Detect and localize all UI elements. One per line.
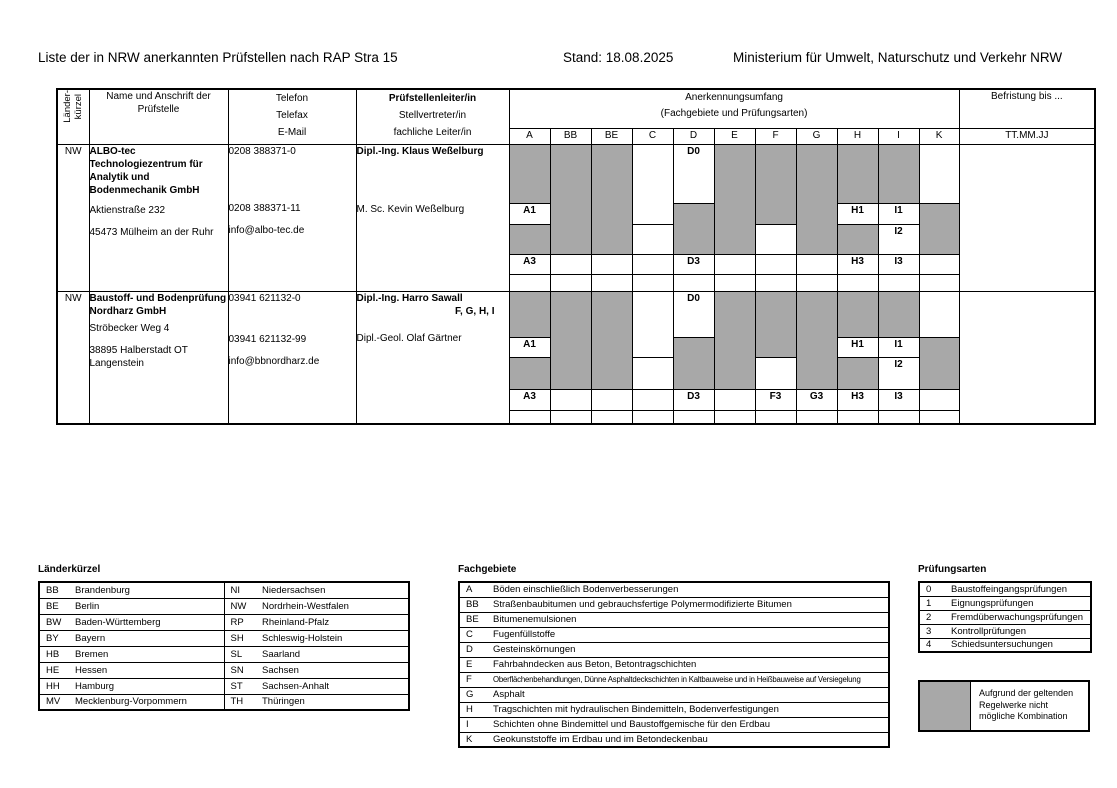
laenderkuerzel-table [38, 581, 410, 711]
pruefungsart-row [919, 582, 1091, 596]
fachgebiet-row [459, 582, 889, 597]
land-name: Sachsen [256, 662, 409, 678]
grid-cell-empty [673, 410, 714, 424]
fachgebiet-row [459, 717, 889, 732]
land-code: BB [39, 582, 69, 598]
pruefungsart-beschreibung: Baustoffeingangsprüfungen [945, 582, 1091, 596]
cell-befristung [959, 291, 1095, 424]
pruefungsart-code: 4 [919, 638, 945, 652]
laenderkuerzel-row [39, 598, 409, 614]
blocked-cell [591, 291, 632, 389]
grid-cell-empty [755, 224, 796, 254]
grid-cell-f3: F3 [755, 389, 796, 410]
grid-cell-empty [550, 274, 591, 291]
leiter-fachgebiete: F, G, H, I [455, 305, 495, 317]
grid-cell-h3: H3 [837, 389, 878, 410]
grid-cell-i2: I2 [878, 224, 919, 254]
telefon-value: 03941 621132-0 [228, 292, 301, 304]
fachgebiet-code: H [459, 702, 487, 717]
blocked-cell [878, 291, 919, 337]
fachgebiet-beschreibung: Asphalt [487, 687, 889, 702]
col-header-code-f: F [755, 128, 796, 144]
pruefstelle-street: Ströbecker Weg 4 [89, 322, 170, 334]
land-name: Hessen [69, 662, 224, 678]
grid-cell-h1: H1 [837, 203, 878, 224]
blocked-cell [509, 357, 550, 389]
col-header-code-h: H [837, 128, 878, 144]
email-value: info@albo-tec.de [228, 224, 305, 236]
laenderkuerzel-row [39, 662, 409, 678]
legend-title: Länderkürzel [38, 564, 101, 575]
blocked-cell [509, 224, 550, 254]
grid-cell-a1: A1 [509, 203, 550, 224]
pruefstelle-row [57, 144, 1095, 203]
laenderkuerzel-row [39, 582, 409, 598]
fachgebiet-row [459, 672, 889, 687]
col-header-leader [356, 89, 509, 144]
blocked-cell [509, 144, 550, 203]
land-name: Rheinland-Pfalz [256, 614, 409, 630]
fachgebiet-code: K [459, 732, 487, 747]
grid-cell-d3: D3 [673, 254, 714, 274]
pruefungsart-beschreibung: Eignungsprüfungen [945, 596, 1091, 610]
laenderkuerzel-row [39, 646, 409, 662]
fachgebiet-code: G [459, 687, 487, 702]
fachgebiet-beschreibung: Gesteinskörnungen [487, 642, 889, 657]
grid-cell-empty [673, 274, 714, 291]
grid-cell-g3: G3 [796, 389, 837, 410]
col-header-code-c: C [632, 128, 673, 144]
col-header-laenderkuerzel [57, 89, 89, 144]
blocked-cell [796, 144, 837, 254]
blocked-cell [796, 291, 837, 389]
pruefstelle-street: Aktienstraße 232 [89, 204, 166, 216]
col-header-befristung: Befristung bis ... [959, 89, 1095, 128]
fachgebiet-row [459, 732, 889, 747]
cell-leader [356, 144, 509, 291]
pruefungsart-row [919, 596, 1091, 610]
email-value: info@bbnordharz.de [228, 355, 320, 367]
land-code: BW [39, 614, 69, 630]
land-name: Nordrhein-Westfalen [256, 598, 409, 614]
cell-contact [228, 144, 356, 291]
land-code: RP [224, 614, 256, 630]
grid-cell-i1: I1 [878, 203, 919, 224]
header-stellvertreter: Stellvertreter/in [398, 110, 467, 121]
fachgebiet-code: D [459, 642, 487, 657]
grid-cell-empty [837, 274, 878, 291]
land-name: Hamburg [69, 678, 224, 694]
grid-cell-empty [632, 144, 673, 224]
cell-name-anschrift [89, 144, 228, 291]
laenderkuerzel-row [39, 678, 409, 694]
cell-contact [228, 291, 356, 424]
land-code: HH [39, 678, 69, 694]
grid-cell-i2: I2 [878, 357, 919, 389]
grid-cell-a3: A3 [509, 389, 550, 410]
grid-cell-empty [714, 254, 755, 274]
fachgebiet-beschreibung: Fugenfüllstoffe [487, 627, 889, 642]
blocked-cell [878, 144, 919, 203]
fachgebiet-code: F [459, 672, 487, 687]
grid-cell-empty [878, 410, 919, 424]
fachgebiet-row [459, 612, 889, 627]
fachgebiet-beschreibung: Bitumenemulsionen [487, 612, 889, 627]
col-header-code-a: A [509, 128, 550, 144]
blocked-cell [837, 357, 878, 389]
page-title: Liste der in NRW anerkannten Prüfstellen nach RAP Stra 15 [38, 50, 398, 65]
fachgebiet-code: I [459, 717, 487, 732]
grid-cell-h3: H3 [837, 254, 878, 274]
stand-date: Stand: 18.08.2025 [563, 50, 674, 65]
col-header-code-e: E [714, 128, 755, 144]
land-name: Schleswig-Holstein [256, 630, 409, 646]
fachgebiet-row [459, 702, 889, 717]
ministry-name: Ministerium für Umwelt, Naturschutz und Verkehr NRW [733, 50, 1063, 65]
header-leiter: Prüfstellenleiter/in [388, 93, 477, 104]
fachgebiet-row [459, 597, 889, 612]
fachgebiete-legend [458, 564, 890, 748]
grid-cell-empty [919, 410, 959, 424]
cell-befristung [959, 144, 1095, 291]
blocked-cell [509, 291, 550, 337]
pruefstelle-row [57, 291, 1095, 337]
fachgebiet-row [459, 687, 889, 702]
land-code: SL [224, 646, 256, 662]
land-name: Saarland [256, 646, 409, 662]
pruefungsart-code: 2 [919, 610, 945, 624]
grid-cell-empty [919, 389, 959, 410]
land-code: NW [224, 598, 256, 614]
grid-cell-empty [755, 274, 796, 291]
laenderkuerzel-row [39, 630, 409, 646]
col-header-code-g: G [796, 128, 837, 144]
fachgebiet-beschreibung: Fahrbahndecken aus Beton, Betontragschichten [487, 657, 889, 672]
grid-cell-empty [919, 274, 959, 291]
fachgebiet-code: A [459, 582, 487, 597]
grid-cell-empty [714, 410, 755, 424]
pruefungsart-code: 3 [919, 624, 945, 638]
pruefungsart-row [919, 624, 1091, 638]
grid-cell-i3: I3 [878, 389, 919, 410]
land-name: Sachsen-Anhalt [256, 678, 409, 694]
fachgebiet-beschreibung: Oberflächenbehandlungen, Dünne Asphaltdeckschichten in Kaltbauweise und in Heißbauweise auf Versiegelung [487, 672, 889, 687]
telefax-value: 03941 621132-99 [228, 333, 307, 345]
pruefungsart-row [919, 638, 1091, 652]
blocked-combination-box [918, 680, 1090, 732]
fachgebiet-row [459, 657, 889, 672]
laenderkuerzel-row [39, 614, 409, 630]
col-header-date-format: TT.MM.JJ [959, 128, 1095, 144]
stellvertreter-value: Dipl.-Geol. Olaf Gärtner [356, 332, 462, 344]
grid-cell-empty [919, 254, 959, 274]
grid-cell-empty [591, 389, 632, 410]
blocked-cell [837, 291, 878, 337]
grid-cell-empty [714, 389, 755, 410]
blocked-cell [550, 144, 591, 254]
header-telefax: Telefax [276, 110, 308, 121]
grid-cell-d0: D0 [673, 144, 714, 203]
land-code: SH [224, 630, 256, 646]
fachgebiete-table [458, 581, 890, 748]
pruefstelle-name: ALBO-tec Technologiezentrum für Analytik und Bodenmechanik GmbH [89, 145, 203, 196]
land-code: HB [39, 646, 69, 662]
grid-cell-empty [919, 144, 959, 203]
grid-cell-empty [550, 410, 591, 424]
land-name: Brandenburg [69, 582, 224, 598]
col-header-code-bb: BB [550, 128, 591, 144]
fachgebiet-beschreibung: Tragschichten mit hydraulischen Bindemitteln, Bodenverfestigungen [487, 702, 889, 717]
blocked-cell [755, 291, 796, 357]
grid-cell-empty [714, 274, 755, 291]
grid-cell-empty [878, 274, 919, 291]
grid-cell-empty [632, 410, 673, 424]
pruefstelle-city: 38895 Halberstadt OT Langenstein [89, 344, 188, 369]
cell-laenderkuerzel: NW [57, 291, 89, 424]
pruefungsart-beschreibung: Kontrollprüfungen [945, 624, 1091, 638]
grid-cell-empty [632, 274, 673, 291]
land-name: Baden-Württemberg [69, 614, 224, 630]
fachgebiet-beschreibung: Böden einschließlich Bodenverbesserungen [487, 582, 889, 597]
pruefstellen-table [56, 88, 1096, 425]
fachgebiet-row [459, 642, 889, 657]
land-name: Thüringen [256, 694, 409, 710]
pruefstelle-city: 45473 Mülheim an der Ruhr [89, 226, 214, 238]
land-name: Niedersachsen [256, 582, 409, 598]
pruefungsarten-table [918, 581, 1092, 653]
grid-cell-empty [550, 254, 591, 274]
col-header-name: Name und Anschrift der Prüfstelle [89, 89, 228, 144]
telefon-value: 0208 388371-0 [228, 145, 296, 157]
grid-cell-empty [550, 389, 591, 410]
blocked-cell [714, 291, 755, 389]
leiter-value: Dipl.-Ing. Harro Sawall [356, 292, 463, 304]
blocked-cell [673, 337, 714, 389]
land-code: BE [39, 598, 69, 614]
grid-cell-d0: D0 [673, 291, 714, 337]
blocked-cell [550, 291, 591, 389]
land-code: HE [39, 662, 69, 678]
blocked-cell [837, 224, 878, 254]
grid-cell-empty [755, 254, 796, 274]
col-header-code-k: K [919, 128, 959, 144]
blocked-cell [919, 203, 959, 254]
fachgebiet-code: BE [459, 612, 487, 627]
pruefstelle-name: Baustoff- und Bodenprüfung Nordharz GmbH [89, 292, 227, 317]
grid-cell-empty [796, 274, 837, 291]
pruefungsart-beschreibung: Fremdüberwachungsprüfungen [945, 610, 1091, 624]
pruefungsart-code: 1 [919, 596, 945, 610]
land-code: TH [224, 694, 256, 710]
stellvertreter-value: M. Sc. Kevin Weßelburg [356, 203, 465, 215]
blocked-combination-note: Aufgrund der geltenden Regelwerke nicht mögliche Kombination [979, 688, 1074, 721]
grid-cell-empty [591, 254, 632, 274]
blocked-cell [837, 144, 878, 203]
fachgebiet-beschreibung: Straßenbaubitumen und gebrauchsfertige Polymermodifizierte Bitumen [487, 597, 889, 612]
pruefungsarten-legend [918, 564, 1092, 653]
grid-cell-empty [632, 291, 673, 357]
leiter-value: Dipl.-Ing. Klaus Weßelburg [356, 145, 484, 157]
col-header-code-d: D [673, 128, 714, 144]
grid-cell-d3: D3 [673, 389, 714, 410]
grid-cell-a1: A1 [509, 337, 550, 357]
header-telefon: Telefon [275, 93, 309, 104]
blocked-cell [591, 144, 632, 254]
fachgebiet-code: C [459, 627, 487, 642]
legend-title: Prüfungsarten [918, 564, 987, 575]
fachgebiet-beschreibung: Geokunststoffe im Erdbau und im Betondeckenbau [487, 732, 889, 747]
grid-cell-a3: A3 [509, 254, 550, 274]
land-name: Mecklenburg-Vorpommern [69, 694, 224, 710]
cell-leader [356, 291, 509, 424]
grid-cell-empty [509, 274, 550, 291]
header-row-top [57, 89, 1095, 128]
col-header-contact [228, 89, 356, 144]
header-email: E-Mail [277, 127, 307, 138]
cell-name-anschrift [89, 291, 228, 424]
grid-cell-empty [919, 291, 959, 337]
grid-cell-i1: I1 [878, 337, 919, 357]
laenderkuerzel-legend [38, 564, 410, 711]
blocked-cell [714, 144, 755, 254]
pruefungsart-row [919, 610, 1091, 624]
grid-cell-empty [632, 389, 673, 410]
grid-cell-empty [591, 274, 632, 291]
grid-cell-empty [837, 410, 878, 424]
header-fachliche-leiter: fachliche Leiter/in [393, 127, 472, 138]
col-header-scope: Anerkennungsumfang (Fachgebiete und Prüfungsarten) [509, 89, 959, 128]
laenderkuerzel-row [39, 694, 409, 710]
land-code: ST [224, 678, 256, 694]
legend-title: Fachgebiete [458, 564, 517, 575]
grid-cell-empty [632, 357, 673, 389]
land-code: NI [224, 582, 256, 598]
cell-laenderkuerzel: NW [57, 144, 89, 291]
land-code: SN [224, 662, 256, 678]
land-name: Berlin [69, 598, 224, 614]
land-name: Bremen [69, 646, 224, 662]
blocked-cell [673, 203, 714, 254]
rotated-header: Länder- kürzel [62, 90, 85, 123]
col-header-code-be: BE [591, 128, 632, 144]
grid-cell-h1: H1 [837, 337, 878, 357]
land-name: Bayern [69, 630, 224, 646]
pruefungsart-code: 0 [919, 582, 945, 596]
blocked-cell [755, 144, 796, 224]
fachgebiet-row [459, 627, 889, 642]
grid-cell-empty [755, 357, 796, 389]
fachgebiet-code: E [459, 657, 487, 672]
grid-cell-empty [755, 410, 796, 424]
grid-cell-empty [509, 410, 550, 424]
blocked-color-swatch [920, 682, 971, 730]
fachgebiet-beschreibung: Schichten ohne Bindemittel und Baustoffgemische für den Erdbau [487, 717, 889, 732]
grid-cell-empty [796, 410, 837, 424]
fachgebiet-code: BB [459, 597, 487, 612]
grid-cell-empty [796, 254, 837, 274]
telefax-value: 0208 388371-11 [228, 202, 301, 214]
pruefungsart-beschreibung: Schiedsuntersuchungen [945, 638, 1091, 652]
grid-cell-empty [632, 224, 673, 254]
col-header-code-i: I [878, 128, 919, 144]
grid-cell-i3: I3 [878, 254, 919, 274]
grid-cell-empty [591, 410, 632, 424]
grid-cell-empty [632, 254, 673, 274]
land-code: MV [39, 694, 69, 710]
land-code: BY [39, 630, 69, 646]
blocked-cell [919, 337, 959, 389]
